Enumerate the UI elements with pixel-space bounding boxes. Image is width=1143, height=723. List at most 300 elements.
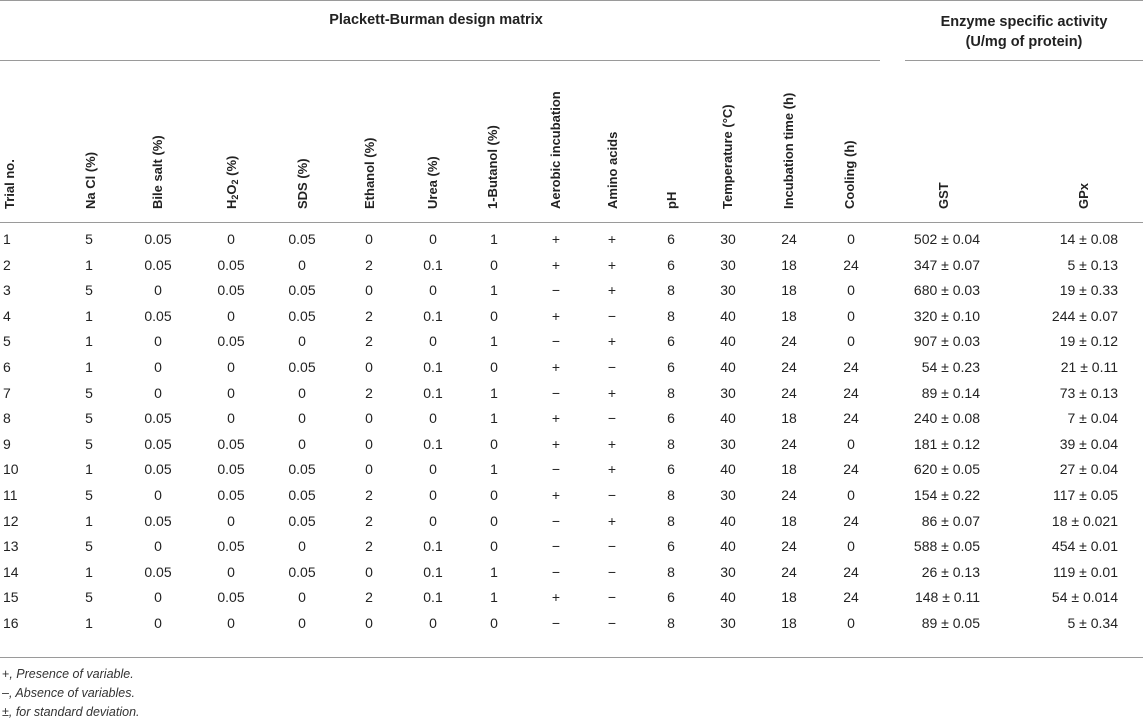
- table-row: [0, 304, 1143, 328]
- cell-urea: 0: [429, 410, 437, 427]
- cell-incubation-time: 24: [781, 435, 797, 452]
- cell-bile-salt: 0.05: [144, 307, 172, 324]
- cell-gst: 89 ± 0.05: [921, 615, 980, 631]
- cell-amino-acids: +: [607, 256, 617, 273]
- cell-bile-salt: 0.05: [144, 256, 172, 273]
- cell-urea: 0: [429, 615, 437, 631]
- cell-aerobic: −: [551, 333, 561, 350]
- cell-trial: 6: [3, 359, 11, 375]
- cell-gpx: 18 ± 0.021: [1051, 512, 1118, 529]
- cell-incubation-time: 24: [781, 563, 797, 580]
- top-rule: [0, 0, 1143, 1]
- cell-incubation-time: 24: [781, 231, 797, 247]
- cell-ph: 8: [667, 512, 675, 529]
- cell-urea: 0.1: [423, 563, 443, 580]
- table-row: [0, 611, 1143, 635]
- cell-sds: 0: [298, 256, 306, 273]
- cell-urea: 0.1: [423, 359, 443, 375]
- cell-ethanol: 2: [365, 589, 373, 606]
- cell-gpx: 244 ± 0.07: [1051, 307, 1118, 324]
- cell-nacl: 1: [85, 359, 93, 375]
- cell-gst: 907 ± 0.03: [913, 333, 980, 350]
- cell-trial: 8: [3, 410, 11, 427]
- cell-incubation-time: 18: [781, 589, 797, 606]
- group-divider-right: [905, 60, 1143, 61]
- cell-butanol: 0: [490, 538, 498, 555]
- cell-h2o2: 0: [227, 512, 235, 529]
- table-row: [0, 278, 1143, 302]
- col-header-sds: SDS (%): [295, 158, 310, 209]
- cell-cooling: 0: [847, 435, 855, 452]
- cell-h2o2: 0.05: [217, 435, 245, 452]
- cell-amino-acids: −: [607, 410, 617, 427]
- header-bottom-rule: [0, 222, 1143, 223]
- cell-nacl: 5: [85, 538, 93, 555]
- table-row: [0, 483, 1143, 507]
- cell-gpx: 5 ± 0.34: [1067, 615, 1118, 631]
- activity-title-line2: (U/mg of protein): [965, 34, 1083, 50]
- cell-gpx: 119 ± 0.01: [1052, 563, 1118, 580]
- col-header-gpx: GPx: [1076, 182, 1091, 209]
- cell-amino-acids: −: [607, 487, 617, 503]
- col-header-gst: GST: [936, 182, 951, 209]
- cell-bile-salt: 0: [154, 589, 162, 606]
- cell-butanol: 1: [490, 410, 498, 427]
- cell-gpx: 39 ± 0.04: [1059, 435, 1118, 452]
- cell-urea: 0.1: [423, 307, 443, 324]
- cell-h2o2: 0.05: [217, 333, 245, 350]
- cell-bile-salt: 0.05: [144, 435, 172, 452]
- cell-temperature: 30: [720, 282, 736, 299]
- cell-h2o2: 0: [227, 231, 235, 247]
- cell-gst: 86 ± 0.07: [921, 512, 980, 529]
- cell-h2o2: 0.05: [217, 538, 245, 555]
- cell-amino-acids: +: [607, 231, 617, 247]
- cell-bile-salt: 0: [154, 615, 162, 631]
- cell-temperature: 40: [720, 307, 736, 324]
- cell-ethanol: 0: [365, 282, 373, 299]
- cell-nacl: 5: [85, 410, 93, 427]
- col-header-h2o2: [224, 156, 240, 209]
- cell-aerobic: −: [551, 615, 561, 631]
- cell-incubation-time: 18: [781, 256, 797, 273]
- table-row: [0, 457, 1143, 481]
- cell-h2o2: 0.05: [217, 487, 245, 503]
- cell-ethanol: 0: [365, 410, 373, 427]
- cell-trial: 11: [3, 487, 18, 503]
- cell-ph: 6: [667, 256, 675, 273]
- cell-ph: 8: [667, 615, 675, 631]
- col-header-nacl: Na Cl (%): [83, 151, 98, 209]
- cell-sds: 0: [298, 538, 306, 555]
- col-header-amino: Amino acids: [605, 131, 620, 209]
- cell-ph: 8: [667, 307, 675, 324]
- cell-incubation-time: 18: [781, 615, 797, 631]
- cell-amino-acids: −: [607, 615, 617, 631]
- cell-aerobic: +: [551, 410, 561, 427]
- cell-gst: 588 ± 0.05: [913, 538, 980, 555]
- col-header-trial: Trial no.: [2, 159, 17, 209]
- cell-incubation-time: 24: [781, 333, 797, 350]
- h2o2-unit: (%): [224, 155, 239, 180]
- cell-ethanol: 2: [365, 333, 373, 350]
- cell-h2o2: 0.05: [217, 589, 245, 606]
- cell-nacl: 5: [85, 589, 93, 606]
- cell-gst: 502 ± 0.04: [913, 231, 980, 247]
- cell-aerobic: +: [551, 256, 561, 273]
- cell-gst: 240 ± 0.08: [913, 410, 980, 427]
- cell-gst: 347 ± 0.07: [913, 256, 980, 273]
- cell-temperature: 40: [720, 589, 736, 606]
- cell-ethanol: 2: [365, 256, 373, 273]
- cell-ph: 6: [667, 538, 675, 555]
- cell-h2o2: 0.05: [217, 256, 245, 273]
- cell-urea: 0.1: [423, 384, 443, 401]
- cell-urea: 0.1: [423, 256, 443, 273]
- cell-trial: 12: [3, 512, 19, 529]
- cell-bile-salt: 0: [154, 487, 162, 503]
- h2o2-sub2: 2: [230, 179, 240, 185]
- cell-butanol: 0: [490, 615, 498, 631]
- cell-ethanol: 0: [365, 435, 373, 452]
- table-row: [0, 560, 1143, 584]
- cell-urea: 0.1: [423, 538, 443, 555]
- cell-aerobic: +: [551, 487, 561, 503]
- cell-amino-acids: +: [607, 333, 617, 350]
- col-header-urea: Urea (%): [425, 156, 440, 209]
- cell-sds: 0.05: [288, 282, 316, 299]
- cell-ph: 6: [667, 589, 675, 606]
- cell-cooling: 0: [847, 282, 855, 299]
- cell-incubation-time: 24: [781, 359, 797, 375]
- cell-ethanol: 2: [365, 538, 373, 555]
- cell-h2o2: 0.05: [217, 461, 245, 478]
- cell-trial: 13: [3, 538, 19, 555]
- cell-cooling: 24: [843, 359, 859, 375]
- cell-temperature: 40: [720, 461, 736, 478]
- cell-ph: 6: [667, 410, 675, 427]
- cell-temperature: 30: [720, 231, 736, 247]
- col-header-butanol: 1-Butanol (%): [485, 125, 500, 209]
- footnotes: [2, 665, 140, 722]
- cell-incubation-time: 24: [781, 487, 797, 503]
- cell-gpx: 19 ± 0.12: [1059, 333, 1118, 350]
- footnote-symbol: –: [2, 686, 9, 700]
- cell-amino-acids: +: [607, 461, 617, 478]
- cell-sds: 0: [298, 384, 306, 401]
- cell-aerobic: −: [551, 538, 561, 555]
- cell-ethanol: 0: [365, 231, 373, 247]
- footnote-text: , Presence of variable.: [9, 667, 134, 681]
- cell-gpx: 73 ± 0.13: [1059, 384, 1118, 401]
- table-row: [0, 585, 1143, 609]
- cell-ph: 6: [667, 333, 675, 350]
- cell-amino-acids: +: [607, 435, 617, 452]
- footnote-symbol: ±: [2, 705, 9, 719]
- col-header-ethanol: Ethanol (%): [362, 137, 377, 209]
- cell-gpx: 19 ± 0.33: [1059, 282, 1118, 299]
- cell-butanol: 0: [490, 256, 498, 273]
- cell-urea: 0: [429, 461, 437, 478]
- activity-title: [905, 12, 1143, 52]
- cell-ethanol: 0: [365, 461, 373, 478]
- cell-aerobic: +: [551, 435, 561, 452]
- cell-cooling: 24: [843, 461, 859, 478]
- h2o2-sub1: 2: [230, 194, 240, 200]
- cell-nacl: 5: [85, 282, 93, 299]
- cell-ethanol: 0: [365, 615, 373, 631]
- cell-trial: 9: [3, 435, 11, 452]
- cell-urea: 0: [429, 333, 437, 350]
- cell-temperature: 40: [720, 538, 736, 555]
- h2o2-o: O: [224, 184, 239, 195]
- cell-temperature: 40: [720, 333, 736, 350]
- cell-ethanol: 2: [365, 384, 373, 401]
- cell-ethanol: 2: [365, 307, 373, 324]
- cell-trial: 10: [3, 461, 19, 478]
- cell-ph: 8: [667, 282, 675, 299]
- cell-trial: 5: [3, 333, 11, 350]
- cell-aerobic: +: [551, 359, 561, 375]
- table-row: [0, 355, 1143, 379]
- cell-gpx: 27 ± 0.04: [1059, 461, 1118, 478]
- cell-gst: 620 ± 0.05: [913, 461, 980, 478]
- cell-sds: 0.05: [288, 563, 316, 580]
- cell-gst: 320 ± 0.10: [913, 307, 980, 324]
- cell-aerobic: +: [551, 307, 561, 324]
- cell-cooling: 24: [843, 410, 859, 427]
- cell-ph: 8: [667, 563, 675, 580]
- cell-cooling: 0: [847, 231, 855, 247]
- cell-cooling: 24: [843, 512, 859, 529]
- cell-gpx: 14 ± 0.08: [1059, 231, 1118, 247]
- footnote-absence: [2, 684, 140, 703]
- cell-gst: 181 ± 0.12: [913, 435, 980, 452]
- footnote-sd: [2, 703, 140, 722]
- cell-amino-acids: −: [607, 307, 617, 324]
- cell-butanol: 1: [490, 333, 498, 350]
- cell-urea: 0.1: [423, 435, 443, 452]
- cell-ethanol: 0: [365, 359, 373, 375]
- cell-ph: 8: [667, 384, 675, 401]
- cell-bile-salt: 0: [154, 538, 162, 555]
- cell-nacl: 5: [85, 384, 93, 401]
- activity-title-line1: Enzyme specific activity: [940, 14, 1108, 30]
- cell-temperature: 40: [720, 512, 736, 529]
- cell-h2o2: 0: [227, 384, 235, 401]
- table-row: [0, 406, 1143, 430]
- cell-temperature: 30: [720, 615, 736, 631]
- cell-incubation-time: 18: [781, 307, 797, 324]
- table-row: [0, 253, 1143, 277]
- cell-trial: 3: [3, 282, 11, 299]
- cell-nacl: 5: [85, 435, 93, 452]
- cell-h2o2: 0: [227, 563, 235, 580]
- cell-ethanol: 2: [365, 487, 373, 503]
- col-header-cooling: Cooling (h): [842, 140, 857, 209]
- cell-bile-salt: 0: [154, 333, 162, 350]
- cell-incubation-time: 18: [781, 282, 797, 299]
- cell-h2o2: 0: [227, 307, 235, 324]
- table-row: [0, 381, 1143, 405]
- cell-bile-salt: 0.05: [144, 563, 172, 580]
- cell-temperature: 40: [720, 410, 736, 427]
- cell-sds: 0.05: [288, 461, 316, 478]
- cell-bile-salt: 0: [154, 282, 162, 299]
- cell-trial: 16: [3, 615, 19, 631]
- cell-sds: 0: [298, 410, 306, 427]
- cell-bile-salt: 0.05: [144, 512, 172, 529]
- cell-nacl: 1: [85, 512, 93, 529]
- cell-trial: 7: [3, 384, 11, 401]
- cell-trial: 14: [3, 563, 19, 580]
- cell-gst: 154 ± 0.22: [913, 487, 980, 503]
- cell-bile-salt: 0: [154, 384, 162, 401]
- cell-bile-salt: 0: [154, 359, 162, 375]
- cell-sds: 0.05: [288, 359, 316, 375]
- cell-incubation-time: 18: [781, 410, 797, 427]
- cell-butanol: 1: [490, 282, 498, 299]
- cell-nacl: 1: [85, 307, 93, 324]
- group-divider-left: [0, 60, 880, 61]
- cell-nacl: 1: [85, 256, 93, 273]
- cell-gst: 89 ± 0.14: [921, 384, 980, 401]
- cell-aerobic: −: [551, 282, 561, 299]
- cell-amino-acids: +: [607, 384, 617, 401]
- cell-nacl: 1: [85, 461, 93, 478]
- cell-gpx: 117 ± 0.05: [1052, 487, 1118, 503]
- design-matrix-title: Plackett-Burman design matrix: [329, 12, 543, 28]
- cell-amino-acids: −: [607, 538, 617, 555]
- cell-butanol: 1: [490, 384, 498, 401]
- cell-urea: 0.1: [423, 589, 443, 606]
- cell-sds: 0: [298, 589, 306, 606]
- footnote-text: , for standard deviation.: [8, 705, 140, 719]
- cell-temperature: 30: [720, 435, 736, 452]
- cell-amino-acids: −: [607, 359, 617, 375]
- cell-nacl: 1: [85, 333, 93, 350]
- cell-sds: 0.05: [288, 487, 316, 503]
- cell-gst: 148 ± 0.11: [914, 589, 980, 606]
- cell-butanol: 0: [490, 487, 498, 503]
- table-row: [0, 534, 1143, 558]
- cell-sds: 0: [298, 615, 306, 631]
- cell-ph: 6: [667, 231, 675, 247]
- col-header-bile: Bile salt (%): [150, 135, 165, 209]
- cell-amino-acids: −: [607, 589, 617, 606]
- cell-cooling: 24: [843, 384, 859, 401]
- cell-trial: 15: [3, 589, 19, 606]
- cell-gpx: 54 ± 0.014: [1051, 589, 1118, 606]
- cell-cooling: 24: [843, 256, 859, 273]
- cell-ph: 6: [667, 359, 675, 375]
- cell-gst: 680 ± 0.03: [913, 282, 980, 299]
- cell-urea: 0: [429, 231, 437, 247]
- cell-gpx: 7 ± 0.04: [1067, 410, 1118, 427]
- cell-sds: 0.05: [288, 512, 316, 529]
- cell-butanol: 1: [490, 589, 498, 606]
- h2o2-h: H: [224, 199, 239, 209]
- cell-butanol: 0: [490, 435, 498, 452]
- table-row: [0, 509, 1143, 533]
- cell-ph: 6: [667, 461, 675, 478]
- cell-incubation-time: 18: [781, 461, 797, 478]
- cell-butanol: 0: [490, 307, 498, 324]
- cell-gpx: 21 ± 0.11: [1060, 359, 1118, 375]
- cell-incubation-time: 18: [781, 512, 797, 529]
- cell-gpx: 5 ± 0.13: [1067, 256, 1118, 273]
- cell-bile-salt: 0.05: [144, 410, 172, 427]
- cell-h2o2: 0: [227, 410, 235, 427]
- cell-h2o2: 0: [227, 615, 235, 631]
- footnote-symbol: +: [2, 667, 10, 681]
- cell-temperature: 40: [720, 359, 736, 375]
- cell-temperature: 30: [720, 256, 736, 273]
- cell-aerobic: −: [551, 512, 561, 529]
- table-row: [0, 329, 1143, 353]
- cell-gst: 26 ± 0.13: [921, 563, 980, 580]
- cell-nacl: 1: [85, 615, 93, 631]
- cell-amino-acids: +: [607, 282, 617, 299]
- cell-amino-acids: −: [607, 563, 617, 580]
- cell-sds: 0.05: [288, 307, 316, 324]
- cell-aerobic: −: [551, 563, 561, 580]
- cell-gst: 54 ± 0.23: [921, 359, 980, 375]
- cell-ph: 8: [667, 487, 675, 503]
- col-header-ph: pH: [664, 191, 679, 209]
- cell-nacl: 5: [85, 487, 93, 503]
- cell-ph: 8: [667, 435, 675, 452]
- table-row: [0, 432, 1143, 456]
- cell-ethanol: 0: [365, 563, 373, 580]
- cell-cooling: 0: [847, 307, 855, 324]
- cell-aerobic: −: [551, 461, 561, 478]
- cell-urea: 0: [429, 487, 437, 503]
- cell-cooling: 0: [847, 538, 855, 555]
- footnote-text: , Absence of variables.: [8, 686, 135, 700]
- cell-bile-salt: 0.05: [144, 461, 172, 478]
- cell-incubation-time: 24: [781, 384, 797, 401]
- footnote-presence: [2, 665, 140, 684]
- cell-nacl: 1: [85, 563, 93, 580]
- cell-ethanol: 2: [365, 512, 373, 529]
- cell-sds: 0: [298, 435, 306, 452]
- cell-gpx: 454 ± 0.01: [1051, 538, 1118, 555]
- cell-nacl: 5: [85, 231, 93, 247]
- cell-aerobic: −: [551, 384, 561, 401]
- table-row: [0, 227, 1143, 251]
- cell-sds: 0: [298, 333, 306, 350]
- cell-trial: 2: [3, 256, 11, 273]
- cell-trial: 4: [3, 307, 11, 324]
- cell-cooling: 0: [847, 487, 855, 503]
- cell-temperature: 30: [720, 563, 736, 580]
- col-header-temp: Temperature (°C): [720, 104, 735, 209]
- cell-cooling: 0: [847, 615, 855, 631]
- cell-bile-salt: 0.05: [144, 231, 172, 247]
- cell-urea: 0: [429, 282, 437, 299]
- cell-butanol: 1: [490, 461, 498, 478]
- cell-butanol: 1: [490, 563, 498, 580]
- col-header-aerobic: Aerobic incubation: [548, 91, 563, 209]
- cell-temperature: 30: [720, 487, 736, 503]
- cell-sds: 0.05: [288, 231, 316, 247]
- col-header-incub: Incubation time (h): [781, 92, 796, 209]
- table-bottom-rule: [0, 657, 1143, 658]
- cell-urea: 0: [429, 512, 437, 529]
- cell-cooling: 24: [843, 589, 859, 606]
- cell-cooling: 24: [843, 563, 859, 580]
